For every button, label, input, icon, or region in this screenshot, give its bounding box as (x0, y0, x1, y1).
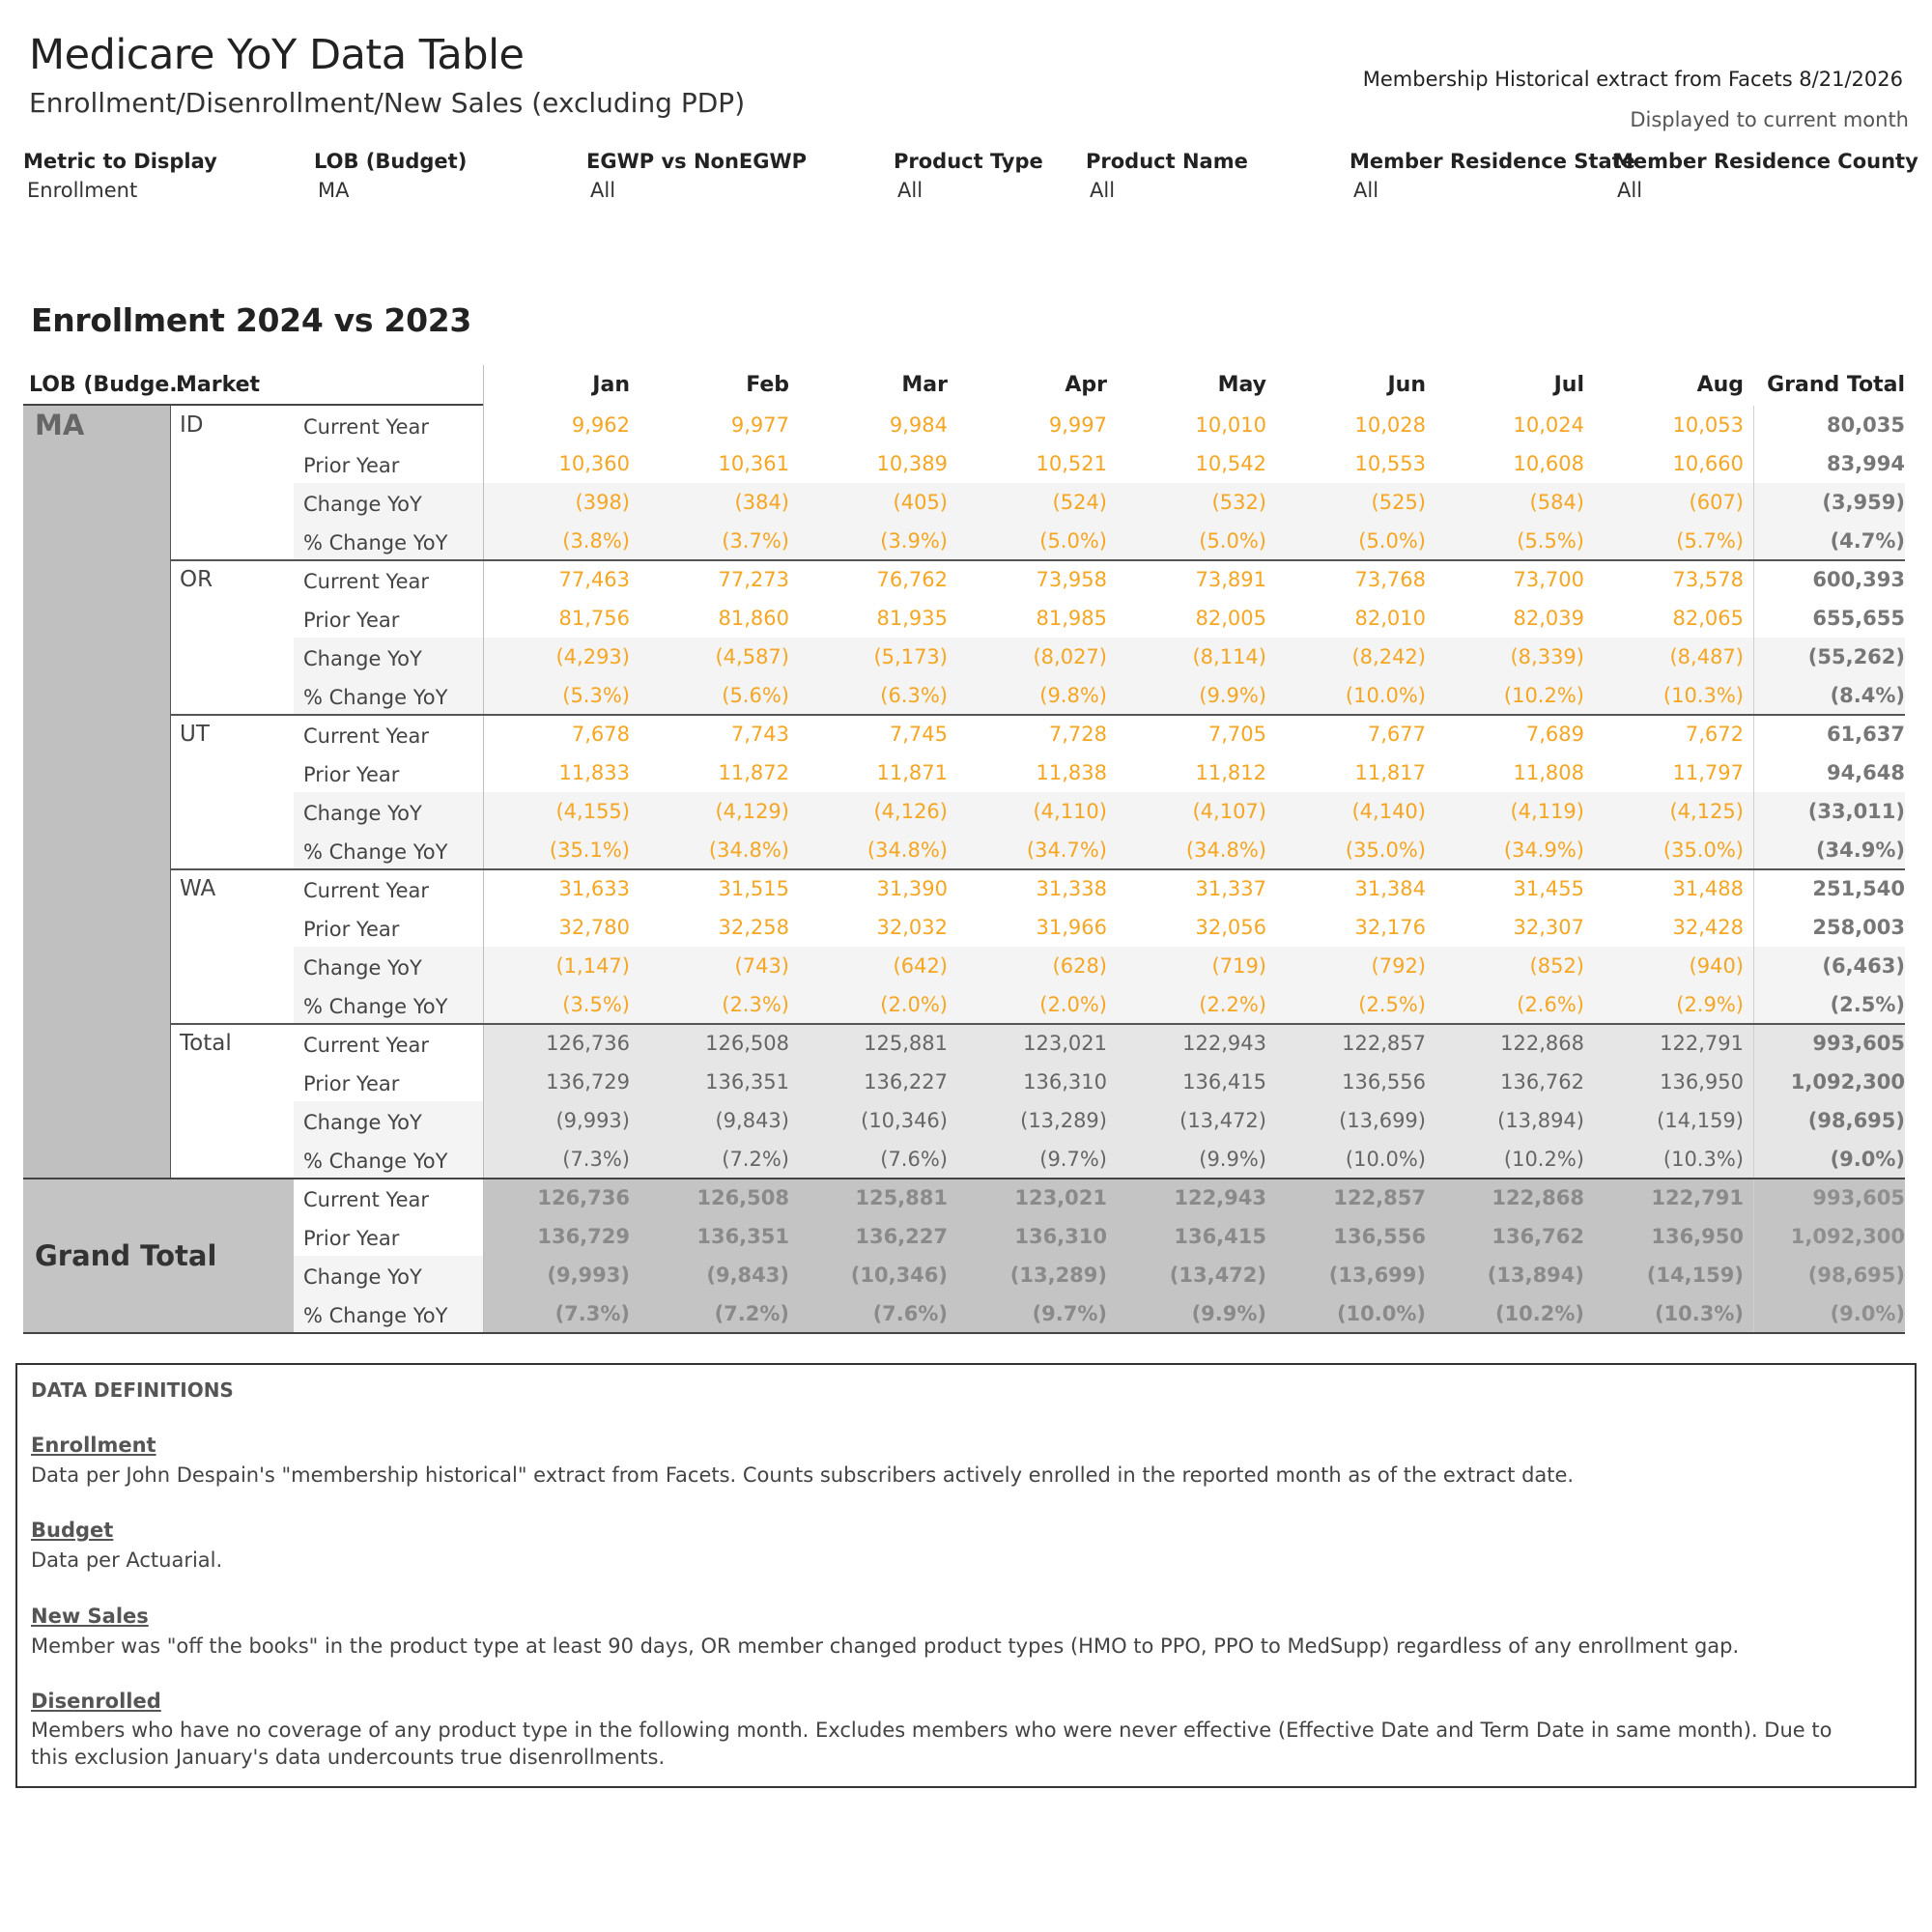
data-cell: (4,129) (715, 800, 789, 823)
data-cell: (1,147) (555, 954, 630, 978)
data-cell: 9,977 (730, 413, 789, 437)
grand-total-data-cell: 126,508 (696, 1186, 789, 1209)
data-cell: (9,843) (715, 1109, 789, 1132)
data-cell: (34.7%) (1026, 838, 1107, 862)
data-cell: (9,993) (555, 1109, 630, 1132)
filter-product-name[interactable] (1086, 150, 1248, 202)
grand-total-cell: (98,695) (1807, 1109, 1905, 1132)
data-cell: 32,056 (1195, 916, 1266, 939)
grand-total-total-cell: (9.0%) (1830, 1302, 1905, 1325)
filter-value[interactable]: All (1617, 179, 1643, 202)
data-cell: 122,857 (1342, 1032, 1426, 1055)
data-cell: (719) (1211, 954, 1266, 978)
grand-total-data-cell: (10,346) (850, 1264, 948, 1287)
data-cell: 136,950 (1660, 1070, 1744, 1094)
grand-total-label: Grand Total (35, 1239, 217, 1272)
data-cell: 10,389 (876, 452, 948, 475)
data-cell: 122,791 (1660, 1032, 1744, 1055)
data-cell: (8,487) (1669, 645, 1744, 668)
data-cell: (4,155) (555, 800, 630, 823)
definition-title-enrollment: Enrollment (31, 1434, 156, 1457)
data-cell: (2.3%) (722, 993, 789, 1016)
lob-label: MA (35, 409, 85, 441)
grand-total-data-cell: (7.3%) (554, 1302, 630, 1325)
definition-text-budget: Data per Actuarial. (31, 1548, 223, 1572)
definition-title-new-sales: New Sales (31, 1605, 149, 1628)
grand-total-data-cell: (9.9%) (1191, 1302, 1266, 1325)
data-cell: (10.3%) (1662, 684, 1744, 707)
filter-value[interactable]: MA (318, 179, 350, 202)
grand-total-data-cell: 122,868 (1492, 1186, 1584, 1209)
grand-total-data-cell: 136,556 (1333, 1225, 1426, 1248)
data-cell: 7,728 (1048, 723, 1107, 746)
data-cell: (532) (1211, 491, 1266, 514)
data-cell: 31,633 (558, 877, 630, 900)
grand-total-data-cell: 136,762 (1492, 1225, 1584, 1248)
filter-label: Product Name (1086, 150, 1248, 173)
grand-total-data-cell: (10.3%) (1654, 1302, 1744, 1325)
data-cell: (607) (1689, 491, 1744, 514)
data-cell: (2.0%) (1039, 993, 1107, 1016)
grand-total-cell: (33,011) (1807, 800, 1905, 823)
grand-total-data-cell: (9.7%) (1032, 1302, 1107, 1325)
filter-residence-state[interactable] (1350, 150, 1635, 202)
grand-total-data-cell: 122,791 (1651, 1186, 1744, 1209)
grand-total-cell: 258,003 (1812, 916, 1905, 939)
data-cell: 136,310 (1023, 1070, 1107, 1094)
filter-label: Metric to Display (23, 150, 217, 173)
definition-text-disenrolled: Members who have no coverage of any product type in the following month. Excludes members who were never effective (Effective Date and Term Date in same month). Due to this exclusion January's data undercounts true disenrollments. (31, 1719, 1833, 1769)
grand-total-cell: 61,637 (1826, 723, 1905, 746)
data-cell: 77,463 (558, 568, 630, 591)
data-cell: (7.6%) (880, 1148, 948, 1171)
grand-total-data-cell: 122,943 (1174, 1186, 1266, 1209)
filter-value[interactable]: All (1353, 179, 1379, 202)
data-cell: (405) (893, 491, 948, 514)
metric-label: Prior Year (303, 454, 400, 477)
metric-label: Change YoY (303, 956, 422, 980)
column-header-month: Jun (1387, 373, 1426, 397)
data-cell: 32,428 (1672, 916, 1744, 939)
grand-total-data-cell: 136,227 (855, 1225, 948, 1248)
data-cell: (8,242) (1351, 645, 1426, 668)
data-cell: 7,745 (889, 723, 948, 746)
filter-metric-to-display[interactable] (23, 150, 217, 202)
data-cell: (8,339) (1510, 645, 1584, 668)
data-cell: 126,736 (546, 1032, 630, 1055)
data-cell: (5,173) (873, 645, 948, 668)
grand-total-total-cell: 993,605 (1812, 1186, 1905, 1209)
data-cell: 7,672 (1685, 723, 1744, 746)
market-label: ID (180, 412, 204, 438)
grand-total-data-cell: 136,415 (1174, 1225, 1266, 1248)
data-cell: 10,553 (1354, 452, 1426, 475)
data-cell: (2.2%) (1199, 993, 1266, 1016)
grand-total-data-cell: (9,843) (706, 1264, 789, 1287)
data-cell: (4,293) (555, 645, 630, 668)
data-cell: 11,871 (876, 761, 948, 784)
market-label: WA (180, 876, 216, 901)
grand-total-cell: (34.9%) (1815, 838, 1905, 862)
grand-total-cell: 1,092,300 (1790, 1070, 1905, 1094)
data-cell: 7,689 (1525, 723, 1584, 746)
data-cell: 73,700 (1513, 568, 1584, 591)
data-cell: 31,488 (1672, 877, 1744, 900)
definitions-heading: DATA DEFINITIONS (31, 1378, 234, 1402)
data-cell: (13,289) (1020, 1109, 1107, 1132)
metric-label: % Change YoY (303, 995, 448, 1018)
display-note: Displayed to current month (1630, 108, 1909, 131)
filter-value[interactable]: All (590, 179, 616, 202)
data-cell: (3.5%) (562, 993, 630, 1016)
grand-total-total-cell: (98,695) (1807, 1264, 1905, 1287)
data-cell: 136,415 (1182, 1070, 1266, 1094)
data-cell: (10,346) (861, 1109, 948, 1132)
data-cell: (4,125) (1669, 800, 1744, 823)
metric-label: Prior Year (303, 763, 400, 786)
grand-total-data-cell: (13,699) (1328, 1264, 1426, 1287)
filter-value[interactable]: All (1090, 179, 1116, 202)
metric-label: Current Year (303, 1188, 430, 1211)
metric-label: Change YoY (303, 493, 422, 516)
grand-total-cell: (55,262) (1807, 645, 1905, 668)
data-cell: (9.7%) (1039, 1148, 1107, 1171)
data-cell: (940) (1689, 954, 1744, 978)
data-cell: (3.9%) (880, 529, 948, 553)
data-cell: (4,140) (1351, 800, 1426, 823)
grand-total-total-cell: 1,092,300 (1790, 1225, 1905, 1248)
metric-label: Current Year (303, 1034, 430, 1057)
metric-label: Prior Year (303, 918, 400, 941)
metric-label: Change YoY (303, 802, 422, 825)
metric-label: Current Year (303, 724, 430, 748)
data-cell: 136,227 (864, 1070, 948, 1094)
column-header-market: Market (176, 373, 261, 397)
metric-label: % Change YoY (303, 1304, 448, 1327)
data-cell: (10.0%) (1345, 1148, 1426, 1171)
data-cell: (34.8%) (708, 838, 789, 862)
data-cell: (5.5%) (1517, 529, 1584, 553)
data-cell: 7,743 (730, 723, 789, 746)
filter-label: LOB (Budget) (314, 150, 468, 173)
data-cell: 11,872 (718, 761, 789, 784)
data-cell: 82,005 (1195, 607, 1266, 630)
grand-total-cell: 251,540 (1812, 877, 1905, 900)
data-cell: 31,515 (718, 877, 789, 900)
data-cell: (9.9%) (1199, 684, 1266, 707)
data-cell: (743) (734, 954, 789, 978)
filter-product-type[interactable] (894, 150, 1043, 202)
grand-total-cell: 600,393 (1812, 568, 1905, 591)
data-cell: (9.9%) (1199, 1148, 1266, 1171)
data-cell: 32,780 (558, 916, 630, 939)
data-cell: (628) (1052, 954, 1107, 978)
grand-total-data-cell: (10.0%) (1336, 1302, 1426, 1325)
data-cell: (4,126) (873, 800, 948, 823)
data-cell: 10,521 (1036, 452, 1107, 475)
page-title: Medicare YoY Data Table (29, 31, 525, 79)
grand-total-cell: (6,463) (1822, 954, 1905, 978)
grand-total-data-cell: (13,289) (1009, 1264, 1107, 1287)
data-cell: (5.3%) (562, 684, 630, 707)
grand-total-cell: (9.0%) (1830, 1148, 1905, 1171)
data-cell: 11,808 (1513, 761, 1584, 784)
data-cell: (34.8%) (867, 838, 948, 862)
data-cell: 7,678 (571, 723, 630, 746)
grand-total-data-cell: (10.2%) (1494, 1302, 1584, 1325)
data-cell: (2.6%) (1517, 993, 1584, 1016)
data-cell: (4,587) (715, 645, 789, 668)
definition-text-new-sales: Member was "off the books" in the product type at least 90 days, OR member changed product types (HMO to PPO, PPO to MedSupp) regardless of any enrollment gap. (31, 1634, 1740, 1658)
data-cell: 32,258 (718, 916, 789, 939)
data-cell: 9,962 (571, 413, 630, 437)
data-cell: (6.3%) (880, 684, 948, 707)
column-header-lob: LOB (Budge.. (29, 373, 185, 397)
data-cell: (4,110) (1033, 800, 1107, 823)
data-cell: (4,107) (1192, 800, 1266, 823)
data-cell: 7,705 (1208, 723, 1266, 746)
data-cell: 11,797 (1672, 761, 1744, 784)
grand-total-cell: (8.4%) (1830, 684, 1905, 707)
data-definitions-panel (15, 1363, 1917, 1788)
data-cell: 31,455 (1513, 877, 1584, 900)
metric-label: % Change YoY (303, 1150, 448, 1173)
grand-total-data-cell: (7.6%) (872, 1302, 948, 1325)
data-cell: 82,010 (1354, 607, 1426, 630)
section-title: Enrollment 2024 vs 2023 (31, 301, 472, 339)
data-cell: 136,762 (1500, 1070, 1584, 1094)
data-cell: 81,860 (718, 607, 789, 630)
extract-note: Membership Historical extract from Facets 8/21/2026 (1362, 68, 1903, 91)
data-cell: (35.1%) (549, 838, 630, 862)
grand-total-cell: (4.7%) (1830, 529, 1905, 553)
data-cell: (2.0%) (880, 993, 948, 1016)
data-cell: (5.7%) (1676, 529, 1744, 553)
grand-total-cell: 80,035 (1826, 413, 1905, 437)
filter-value[interactable]: All (897, 179, 923, 202)
grand-total-data-cell: 126,736 (537, 1186, 630, 1209)
data-cell: (524) (1052, 491, 1107, 514)
data-cell: 73,768 (1354, 568, 1426, 591)
data-cell: 11,838 (1036, 761, 1107, 784)
data-cell: 10,024 (1513, 413, 1584, 437)
filter-label: EGWP vs NonEGWP (586, 150, 808, 173)
grand-total-cell: (3,959) (1822, 491, 1905, 514)
data-cell: (13,472) (1179, 1109, 1266, 1132)
filter-label: Product Type (894, 150, 1043, 173)
metric-label: Current Year (303, 415, 430, 439)
data-cell: 10,660 (1672, 452, 1744, 475)
data-cell: (7.2%) (722, 1148, 789, 1171)
data-cell: (5.6%) (722, 684, 789, 707)
grand-total-data-cell: (9,993) (547, 1264, 630, 1287)
data-cell: 31,338 (1036, 877, 1107, 900)
data-cell: 10,360 (558, 452, 630, 475)
metric-label: Change YoY (303, 647, 422, 670)
market-label: UT (180, 722, 210, 747)
data-cell: (34.9%) (1503, 838, 1584, 862)
metric-label: Current Year (303, 570, 430, 593)
data-cell: 73,578 (1672, 568, 1744, 591)
filter-value[interactable]: Enrollment (27, 179, 138, 202)
data-cell: 136,729 (546, 1070, 630, 1094)
data-cell: 10,028 (1354, 413, 1426, 437)
grand-total-data-cell: (13,472) (1169, 1264, 1266, 1287)
data-cell: (8,114) (1192, 645, 1266, 668)
enrollment-table (23, 365, 1915, 1339)
data-cell: 136,556 (1342, 1070, 1426, 1094)
data-cell: 81,985 (1036, 607, 1107, 630)
filter-lob-budget[interactable] (314, 150, 467, 202)
grand-total-cell: (2.5%) (1830, 993, 1905, 1016)
column-header-month: Mar (901, 373, 948, 397)
data-cell: (792) (1371, 954, 1426, 978)
data-cell: (14,159) (1657, 1109, 1744, 1132)
definition-title-budget: Budget (31, 1519, 114, 1542)
data-cell: 32,176 (1354, 916, 1426, 939)
data-cell: 82,039 (1513, 607, 1584, 630)
metric-label: % Change YoY (303, 686, 448, 709)
data-cell: (10.0%) (1345, 684, 1426, 707)
grand-total-data-cell: 136,729 (537, 1225, 630, 1248)
grand-total-data-cell: 136,351 (696, 1225, 789, 1248)
data-cell: 10,361 (718, 452, 789, 475)
filter-residence-county[interactable] (1613, 150, 1918, 202)
data-cell: (4,119) (1510, 800, 1584, 823)
column-header-month: Feb (746, 373, 789, 397)
metric-label: Change YoY (303, 1111, 422, 1134)
data-cell: (3.7%) (722, 529, 789, 553)
page-subtitle: Enrollment/Disenrollment/New Sales (excluding PDP) (29, 87, 746, 119)
data-cell: 82,065 (1672, 607, 1744, 630)
column-header-grand-total: Grand Total (1767, 373, 1905, 397)
grand-total-cell: 655,655 (1812, 607, 1905, 630)
metric-label: Prior Year (303, 1072, 400, 1095)
data-cell: (9.8%) (1039, 684, 1107, 707)
data-cell: (584) (1529, 491, 1584, 514)
definition-title-disenrolled: Disenrolled (31, 1690, 161, 1713)
grand-total-data-cell: (14,159) (1646, 1264, 1744, 1287)
data-cell: 11,812 (1195, 761, 1266, 784)
data-cell: 31,384 (1354, 877, 1426, 900)
data-cell: (8,027) (1033, 645, 1107, 668)
metric-label: Change YoY (303, 1265, 422, 1289)
grand-total-cell: 993,605 (1812, 1032, 1905, 1055)
filter-egwp[interactable] (586, 150, 807, 202)
data-cell: 11,817 (1354, 761, 1426, 784)
column-header-month: Jan (592, 373, 630, 397)
data-cell: 81,935 (876, 607, 948, 630)
column-header-month: May (1217, 373, 1266, 397)
grand-total-data-cell: 123,021 (1014, 1186, 1107, 1209)
metric-label: Prior Year (303, 609, 400, 632)
grand-total-data-cell: 125,881 (855, 1186, 948, 1209)
data-cell: 77,273 (718, 568, 789, 591)
grand-total-cell: 94,648 (1826, 761, 1905, 784)
data-cell: 136,351 (705, 1070, 789, 1094)
data-cell: 10,010 (1195, 413, 1266, 437)
metric-label: Current Year (303, 879, 430, 902)
grand-total-data-cell: 136,310 (1014, 1225, 1107, 1248)
data-cell: (10.2%) (1503, 684, 1584, 707)
column-header-month: Apr (1065, 373, 1107, 397)
data-cell: (10.3%) (1662, 1148, 1744, 1171)
definition-text-enrollment: Data per John Despain's "membership historical" extract from Facets. Counts subscribers actively enrolled in the reported month as of the extract date. (31, 1463, 1575, 1487)
data-cell: (34.8%) (1185, 838, 1266, 862)
market-divider (170, 406, 171, 1179)
column-header-month: Jul (1553, 373, 1584, 397)
data-cell: 7,677 (1367, 723, 1426, 746)
data-cell: (2.5%) (1358, 993, 1426, 1016)
market-label: Total (180, 1031, 232, 1056)
data-cell: 9,997 (1048, 413, 1107, 437)
data-cell: (3.8%) (562, 529, 630, 553)
grand-total-data-cell: (13,894) (1487, 1264, 1584, 1287)
data-cell: 76,762 (876, 568, 948, 591)
data-cell: 31,966 (1036, 916, 1107, 939)
data-cell: 73,958 (1036, 568, 1107, 591)
metric-label: Prior Year (303, 1227, 400, 1250)
data-cell: (5.0%) (1199, 529, 1266, 553)
data-cell: (525) (1371, 491, 1426, 514)
grand-total-data-cell: 136,950 (1651, 1225, 1744, 1248)
data-cell: 9,984 (889, 413, 948, 437)
grand-total-cell: 83,994 (1826, 452, 1905, 475)
data-cell: (642) (893, 954, 948, 978)
data-cell: (5.0%) (1039, 529, 1107, 553)
data-cell: (2.9%) (1676, 993, 1744, 1016)
data-cell: (35.0%) (1345, 838, 1426, 862)
data-cell: (35.0%) (1662, 838, 1744, 862)
filter-label: Member Residence County (1613, 150, 1918, 173)
data-cell: 122,868 (1500, 1032, 1584, 1055)
data-cell: 10,608 (1513, 452, 1584, 475)
lob-band (23, 406, 170, 1179)
data-cell: (10.2%) (1503, 1148, 1584, 1171)
data-cell: 123,021 (1023, 1032, 1107, 1055)
data-cell: (13,894) (1497, 1109, 1584, 1132)
data-cell: (852) (1529, 954, 1584, 978)
data-cell: 31,390 (876, 877, 948, 900)
data-cell: 10,542 (1195, 452, 1266, 475)
data-cell: 125,881 (864, 1032, 948, 1055)
data-cell: 10,053 (1672, 413, 1744, 437)
data-cell: (398) (575, 491, 630, 514)
data-cell: 126,508 (705, 1032, 789, 1055)
metric-label: % Change YoY (303, 531, 448, 554)
grand-total-data-cell: (7.2%) (714, 1302, 789, 1325)
data-cell: (7.3%) (562, 1148, 630, 1171)
metric-label: % Change YoY (303, 840, 448, 864)
market-label: OR (180, 567, 213, 592)
data-cell: 32,307 (1513, 916, 1584, 939)
grand-total-data-cell: 122,857 (1333, 1186, 1426, 1209)
data-cell: 32,032 (876, 916, 948, 939)
data-cell: 122,943 (1182, 1032, 1266, 1055)
data-cell: 81,756 (558, 607, 630, 630)
data-cell: 31,337 (1195, 877, 1266, 900)
data-cell: (384) (734, 491, 789, 514)
filter-label: Member Residence State (1350, 150, 1635, 173)
column-header-month: Aug (1696, 373, 1744, 397)
data-cell: 11,833 (558, 761, 630, 784)
data-cell: (5.0%) (1358, 529, 1426, 553)
data-cell: 73,891 (1195, 568, 1266, 591)
data-cell: (13,699) (1339, 1109, 1426, 1132)
